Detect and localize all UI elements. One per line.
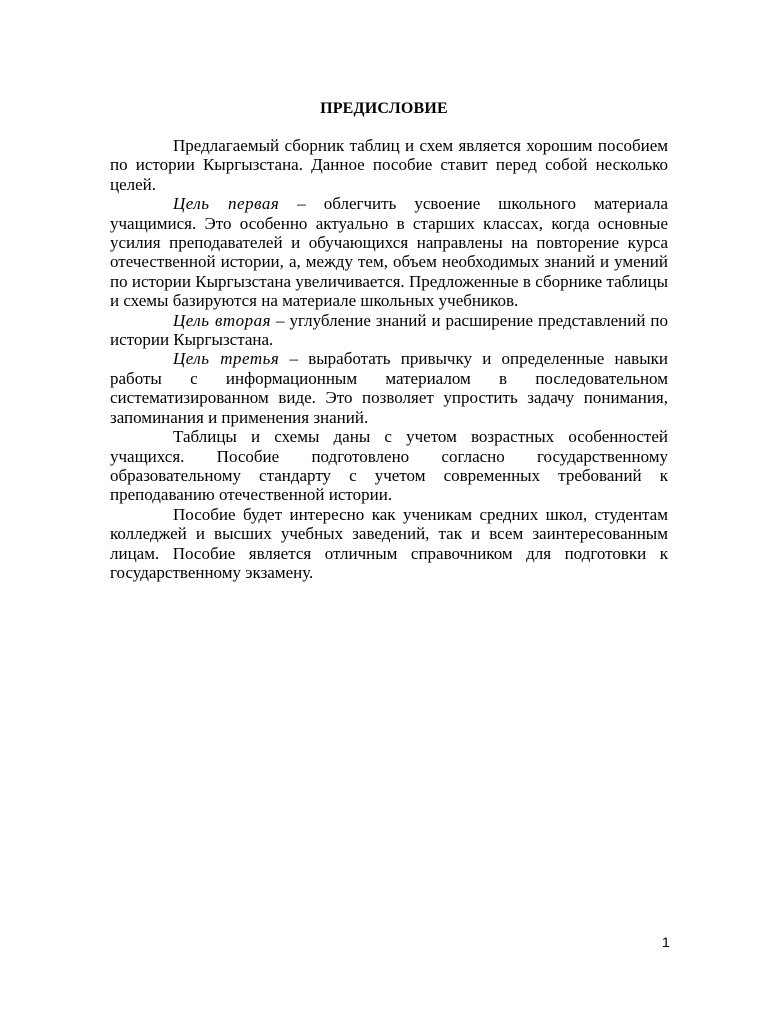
page-number: 1 [662, 934, 670, 950]
goal-label-first: Цель первая [173, 194, 280, 214]
goal-paragraph-first [110, 194, 668, 310]
goal-text-first: – облегчить усвоение школьного материала учащимися. Это особенно актуально в старших классах, когда основные усилия преподавателей и обучающихся направлены на повторение курса отечественной истории, а, между тем, объем необходимых знаний и умений по истории Кыргызстана увеличивается. Предложенные в сборнике таблицы и схемы базируются на материале школьных учебников. [110, 194, 668, 311]
intro-paragraph: Предлагаемый сборник таблиц и схем является хорошим пособием по истории Кыргызстана. Данное пособие ставит перед собой несколько целей. [110, 136, 668, 194]
preface-body [110, 136, 668, 582]
goal-paragraph-second [110, 311, 668, 350]
goal-text-second: – углубление знаний и расширение представлений по истории Кыргызстана. [110, 310, 669, 350]
goal-text-third: – выработать привычку и определенные навыки работы с информационным материалом в последовательном систематизированном виде. Это позволяет упростить задачу понимания, запоминания и применения знаний. [110, 349, 668, 427]
goal-paragraph-third [110, 349, 668, 427]
audience-paragraph: Пособие будет интересно как ученикам средних школ, студентам колледжей и высших учебных заведений, так и всем заинтересованным лицам. Пособие является отличным справочником для подготовки к государственному экзамену. [110, 504, 668, 582]
standards-paragraph: Таблицы и схемы даны с учетом возрастных особенностей учащихся. Пособие подготовлено согласно государственному образовательному стандарту с учетом современных требований к преподаванию отечественной истории. [110, 427, 668, 505]
goal-label-second: Цель вторая [173, 310, 272, 330]
goal-label-third: Цель третья [173, 349, 280, 369]
page-title: ПРЕДИСЛОВИЕ [320, 100, 448, 117]
